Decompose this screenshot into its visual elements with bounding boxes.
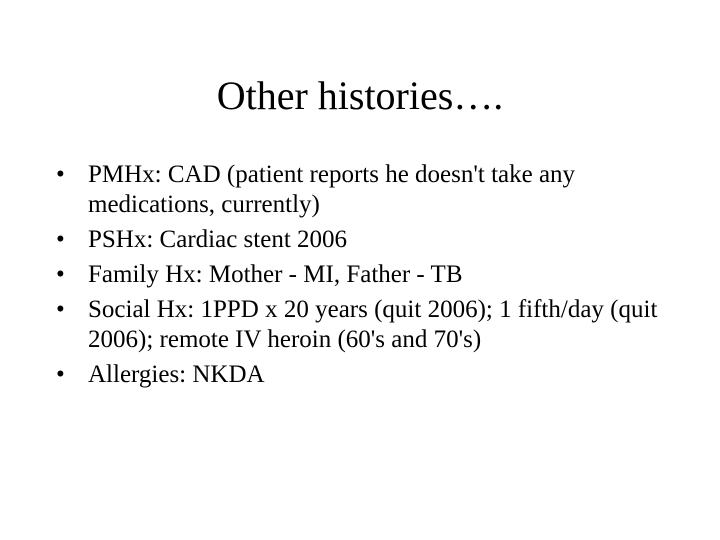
bullet-item-pmhx <box>56 160 696 220</box>
bullet-list <box>56 160 696 395</box>
bullet-icon: • <box>56 226 65 253</box>
bullet-text: Social Hx: 1PPD x 20 years (quit 2006); 1 fifth/day (quit 2006); remote IV heroin (60's and 70's) <box>88 296 658 353</box>
bullet-item-allergies <box>56 360 696 390</box>
bullet-icon: • <box>56 296 65 323</box>
slide-title: Other histories…. <box>216 73 504 118</box>
bullet-item-social-hx <box>56 295 696 355</box>
bullet-item-family-hx <box>56 260 696 290</box>
bullet-text: PMHx: CAD (patient reports he doesn't take any medications, currently) <box>88 161 576 218</box>
bullet-item-pshx <box>56 225 696 255</box>
bullet-icon: • <box>56 261 65 288</box>
bullet-icon: • <box>56 161 65 188</box>
bullet-icon: • <box>56 361 65 388</box>
bullet-text: Family Hx: Mother - MI, Father - TB <box>88 261 463 288</box>
bullet-text: PSHx: Cardiac stent 2006 <box>88 226 348 253</box>
bullet-text: Allergies: NKDA <box>88 361 265 388</box>
